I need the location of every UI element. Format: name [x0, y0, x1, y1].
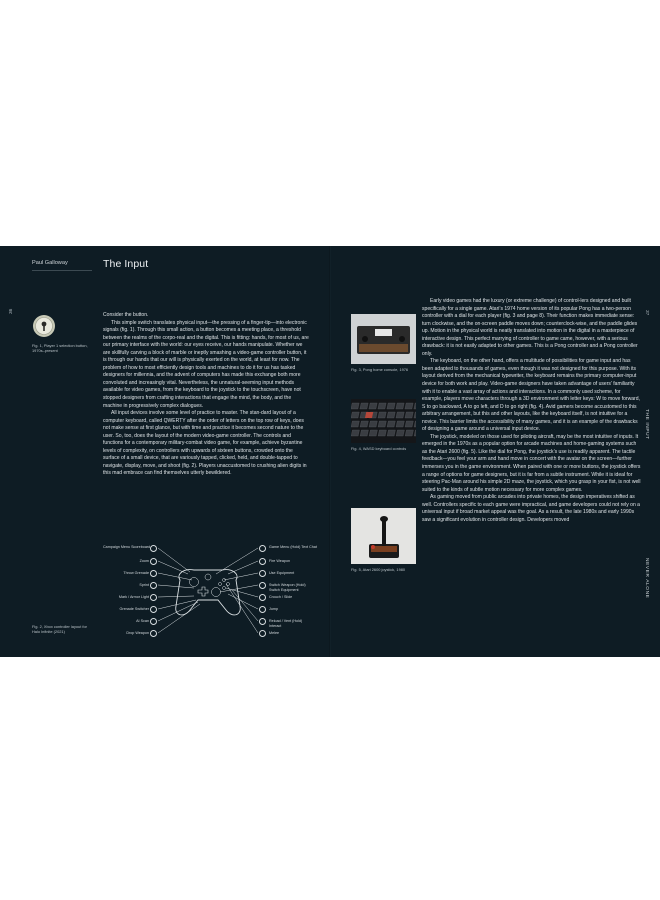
control-label: Campaign Menu Scoreboard	[103, 545, 151, 549]
bumper-icon	[150, 570, 157, 577]
control-label: Switch Weapon (Hold) Switch Equipment	[269, 583, 306, 592]
section-title: The Input	[103, 258, 149, 270]
control-label: Zoom	[139, 559, 149, 563]
joystick-image	[351, 508, 416, 564]
figure-3-caption: Fig. 3, Pong home console, 1976	[351, 367, 409, 372]
trigger-icon	[150, 558, 157, 565]
control-label: Mark / Armor Light	[118, 595, 149, 599]
author-name: Paul Galloway	[32, 260, 68, 266]
paragraph: The keyboard, on the other hand, offers a multitude of possibilities for game input and has been adapted to thousands of games, even though it was not designed for this purpose. With its layout derived from the mechanical typewriter, the keyboard remains the primary computer-input device for both work and play. Video-game designers have taken advantage of users’ familiarity with it to enable a vast array of actions and interactions. In a commonly used scheme, for example, players move characters through a 3D environment with letter keys: W to move forward, S to go backward, A to go left, and D to go right (fig. 4). Avid gamers become accustomed to this arbitrary arrangement, but this and other layouts, like the keyboard itself, is not intuitive for a novice. This barrier limits the accessibility of many games, and it is an example of the drawbacks of designing a game around a universal input device.	[422, 358, 640, 433]
control-label: Drop Weapon	[126, 631, 149, 635]
figure-5-caption: Fig. 5, Atari 2600 joystick, 1980	[351, 567, 406, 572]
trigger-icon	[259, 558, 266, 565]
dpad-icon	[150, 594, 157, 601]
running-label-section: THE INPUT	[644, 409, 649, 440]
player-button-image	[32, 314, 56, 338]
paragraph: Consider the button.	[103, 312, 149, 318]
control-label: Throw Grenade	[123, 571, 149, 575]
gutter	[329, 246, 331, 657]
figure-2-caption: Fig. 2, Xbox controller layout for Halo Infinite (2021)	[32, 624, 87, 635]
paragraph: Early video games had the luxury (or extreme challenge) of control-lers designed and built specifically for a single game. Atari’s 1974 home version of its popular Pong has a two-person controller with a dial for each player (fig. 3 and page 8). Their function makes immediate sense: turn clockwise, and the on-screen paddle moves down; counterclock-wise, and the paddle glides up. Motion in the physical world is neatly translated into motion in the digital in a masterpiece of interactive design. This perfect marrying of controller to game came, however, with a serious drawback: it is not easily adapted to other games. This is a Pong controller and a Pong controller only.	[422, 298, 638, 357]
control-label: Sprint	[139, 583, 149, 587]
stick-icon	[150, 582, 157, 589]
control-label: Melee	[269, 631, 280, 635]
controller-outline-icon	[158, 544, 258, 640]
page-number-left: 36	[9, 308, 14, 314]
figure-1-caption: Fig. 1, Player 1 selection button, 1970s–present	[32, 343, 88, 354]
control-label: Reload / Vent (Hold) Interact	[269, 619, 303, 628]
x-button-icon	[259, 618, 266, 625]
paragraph: The joystick, modeled on those used for piloting aircraft, may be the most intuitive of inputs. It emerged in the 1970s as a popular option for arcade machines and home-gaming systems such as the Atari 2600 (fig. 5). Like the dial for Pong, the joystick’s use is readily apparent. The tactile feedback—you feel your arm and hand move in concert with the avatar on the screen—further immerses you in the game environment. When paired with one or more buttons, the joystick offers a range of options for game designers, but it is far from a subtle instrument. While it is ideal for steering Pac-Man around his simple 2D maze, the joystick, which you grasp in your fist, is not well suited to the kinds of subtle motion necessary for more complex games.	[422, 433, 641, 493]
bumper-icon	[259, 570, 266, 577]
y-button-icon	[259, 582, 266, 589]
header-rule	[32, 270, 92, 271]
control-label: Grenade Switcher	[119, 607, 149, 611]
controller-diagram	[103, 544, 317, 640]
left-body-text	[103, 312, 309, 478]
a-button-icon	[259, 606, 266, 613]
view-icon	[259, 545, 266, 552]
paragraph: All input devices involve some level of practice to master. The stan-dard layout of a computer keyboard, called QWERTY after the order of letters on the top row of keys, does not make sense at first glance, but with time and practice it becomes second nature to the user. So, too, does the layout of the modern video-game controller. The controls and functions for a contemporary military-combat video game, for example, achieve byzantine levels of complexity, on controllers with upwards of sixteen buttons, crowded onto the surface of a small device, that are variously tapped, clicked, held, and double-tapped to navigate, display, move, and shoot (fig. 2). Players unaccustomed to crushing alien digits in this mad embrace can find themselves utterly bewildered.	[103, 410, 307, 477]
right-body-text	[422, 298, 642, 524]
dpad-icon	[150, 630, 157, 637]
paragraph: As gaming moved from public arcades into private homes, the design imperatives shifted as well. Controllers specific to each game were impractical, and game developers could not rely on a universal input if broad market appeal was the goal. As a result, the late 1980s and early 1990s saw a significant evolution in controller design. Developers moved	[422, 494, 640, 523]
stick-icon	[259, 594, 266, 601]
control-label: Crouch / Slide	[269, 595, 293, 599]
page-number-right: 37	[644, 310, 649, 316]
b-button-icon	[259, 630, 266, 637]
book-spread	[0, 246, 660, 657]
paragraph: This simple switch translates physical input—the pressing of a finger-tip—into electronic signals (fig. 1). Through this small action, a button becomes a meeting place, a threshold between the realms of the corpo-real and the digital. This is fitting: hands, for most of us, are our primary interface with the world: our eyes receive, our hands manipulate. Whether we are skillfully carving a block of marble or ineptly smashing a video-game controller button, it is through our hands that our will is physically exerted on the world, at least for now. The problem of how to most efficiently design tools and machines to do it for us has tasked designers for millennia, and the advent of computers has made this exchange both more convoluted and increasingly vital. Nevertheless, the unnatural-seeming input methods available for video games, from the keyboard to the joystick to the touchscreen, have not stopped designers from crafting interactions that engage the mind, the body, and the machine in progressively complex dialogues.	[103, 319, 309, 409]
dpad-icon	[150, 606, 157, 613]
keyboard-image	[351, 399, 416, 443]
pong-console-image	[351, 314, 416, 364]
control-label: Game Menu (Hold) Text Chat	[269, 545, 317, 549]
control-label: Jump	[269, 607, 279, 611]
menu-icon	[150, 545, 157, 552]
control-label: AI Scan	[136, 619, 149, 623]
dpad-icon	[150, 618, 157, 625]
control-label: Fire Weapon	[269, 559, 291, 563]
running-label-book: NEVER ALONE	[644, 558, 649, 599]
control-label: Use Equipment	[269, 571, 295, 575]
figure-4-caption: Fig. 4, WASD keyboard controls	[351, 446, 407, 451]
